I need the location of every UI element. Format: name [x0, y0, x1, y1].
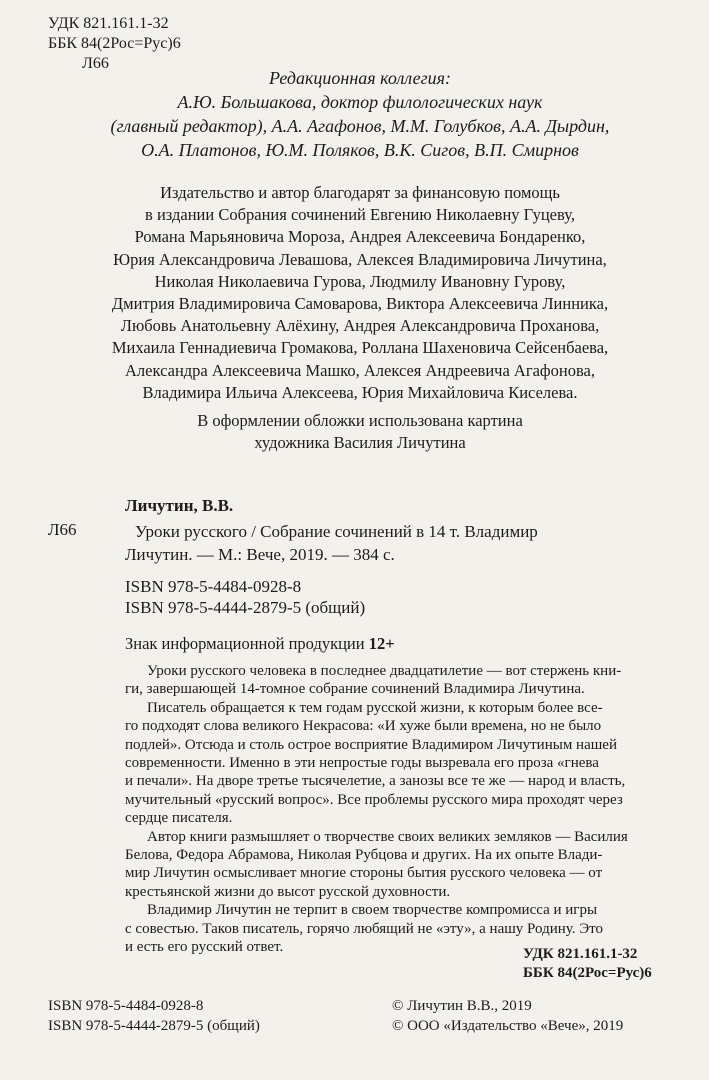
bibliographic-record	[125, 520, 538, 566]
board-line: А.Ю. Большакова, доктор филологических наук	[177, 92, 543, 112]
annotation-line: Белова, Федора Абрамова, Николая Рубцова и других. На их опыте Влади-	[125, 847, 603, 864]
thanks-line: в издании Собрания сочинений Евгению Николаевну Гуцеву,	[145, 205, 575, 225]
cover-line: В оформлении обложки использована картина	[197, 411, 523, 430]
thanks-line: Александра Алексеевича Машко, Алексея Андреевича Агафонова,	[125, 360, 595, 380]
thanks-line: Любовь Анатольевну Алёхину, Андрея Александровича Проханова,	[120, 316, 600, 336]
footer-isbn-line: ISBN 978-5-4444-2879-5 (общий)	[48, 1018, 260, 1034]
board-line: (главный редактор), А.А. Агафонов, М.М. Голубков, А.А. Дырдин,	[110, 116, 610, 136]
thanks-line: Издательство и автор благодарят за финансовую помощь	[160, 183, 560, 202]
footer-isbn-line: ISBN 978-5-4484-0928-8	[48, 998, 204, 1014]
age-rating-sign	[125, 634, 395, 654]
record-mark: Л66	[48, 520, 77, 539]
annotation-paragraph	[125, 828, 665, 902]
annotation-line: сердце писателя.	[125, 810, 233, 827]
annotation-line: ги, завершающей 14-томное собрание сочинений Владимира Личутина.	[125, 681, 585, 698]
annotation-line: с совестью. Таков писатель, горячо любящий не «эту», а нашу Родину. Это	[125, 920, 604, 937]
thanks-line: Николая Николаевича Гурова, Людмилу Ивановну Гурову,	[154, 271, 566, 291]
annotation-line: мир Личутин осмысливает многие стороны бытия русского человека — от	[125, 865, 603, 882]
thanks-line: Дмитрия Владимировича Самоварова, Виктора Алексеевича Линника,	[111, 294, 609, 314]
age-rating-label: Знак информационной продукции	[125, 634, 369, 653]
annotation-line: Писатель обращается к тем годам русской жизни, к которым более все-	[147, 699, 603, 716]
copyright-line: © Личутин В.В., 2019	[392, 998, 532, 1014]
board-line: О.А. Платонов, Ю.М. Поляков, В.К. Сигов, В.П. Смирнов	[141, 140, 579, 160]
cover-credit	[40, 410, 680, 454]
udk-code-bottom: УДК 821.161.1-32	[523, 946, 638, 962]
annotation-line: и печали». На дворе третье тысячелетие, а занозы все те же — народ и власть,	[125, 773, 626, 790]
annotation-line: современности. Именно в эти непростые годы вызревала его проза «гнева	[125, 755, 599, 772]
annotation-line: Владимир Личутин не терпит в своем творчестве компромисса и игры	[147, 902, 598, 919]
record-author: Личутин, В.В.	[125, 496, 234, 515]
bbk-code: ББК 84(2Рос=Рус)6	[48, 35, 181, 52]
annotation-paragraph	[125, 699, 665, 828]
annotation-line: Уроки русского человека в последнее двадцатилетие — вот стержень кни-	[147, 663, 622, 679]
copyright-line: © ООО «Издательство «Вече», 2019	[392, 1018, 624, 1034]
annotation	[125, 662, 665, 957]
classification-codes-bottom	[523, 945, 652, 983]
annotation-paragraph	[125, 662, 665, 699]
cover-line: художника Василия Личутина	[254, 433, 466, 452]
classification-codes	[48, 14, 181, 74]
board-heading: Редакционная коллегия:	[269, 68, 451, 88]
annotation-line: го подходят слова великого Некрасова: «И хуже были времена, но не было	[125, 718, 602, 735]
annotation-line: и есть его русский ответ.	[125, 939, 284, 956]
annotation-line: мучительный «русский вопрос». Все проблемы русского мира проходят через	[125, 791, 623, 808]
bbk-code-bottom: ББК 84(2Рос=Рус)6	[523, 965, 652, 981]
annotation-line: подлей». Отсюда и столь острое восприятие Владимиром Личутиным нашей	[125, 736, 617, 753]
annotation-line: Автор книги размышляет о творчестве своих великих земляков — Василия	[147, 828, 628, 845]
isbn-block	[125, 576, 365, 618]
author-mark: Л66	[82, 55, 109, 72]
annotation-line: крестьянской жизни до высот русской духовности.	[125, 883, 451, 900]
thanks-line: Владимира Ильича Алексеева, Юрия Михайловича Киселева.	[142, 382, 578, 402]
isbn-line: ISBN 978-5-4484-0928-8	[125, 577, 302, 596]
isbn-line: ISBN 978-5-4444-2879-5 (общий)	[125, 598, 366, 617]
age-rating-value: 12+	[368, 634, 395, 653]
record-line: Уроки русского / Собрание сочинений в 14 т. Владимир	[135, 522, 538, 541]
record-line: Личутин. — М.: Вече, 2019. — 384 с.	[125, 545, 395, 564]
udk-code: УДК 821.161.1-32	[48, 15, 169, 32]
thanks-line: Юрия Александровича Левашова, Алексея Владимировича Личутина,	[113, 249, 607, 269]
thanks-line: Михаила Геннадиевича Громакова, Роллана Шахеновича Сейсенбаева,	[111, 338, 609, 358]
footer-copyright	[392, 996, 623, 1036]
editorial-board	[40, 66, 680, 162]
thanks-line: Романа Марьяновича Мороза, Андрея Алексеевича Бондаренко,	[134, 227, 586, 247]
footer-isbn	[48, 996, 260, 1036]
acknowledgements	[40, 182, 680, 404]
